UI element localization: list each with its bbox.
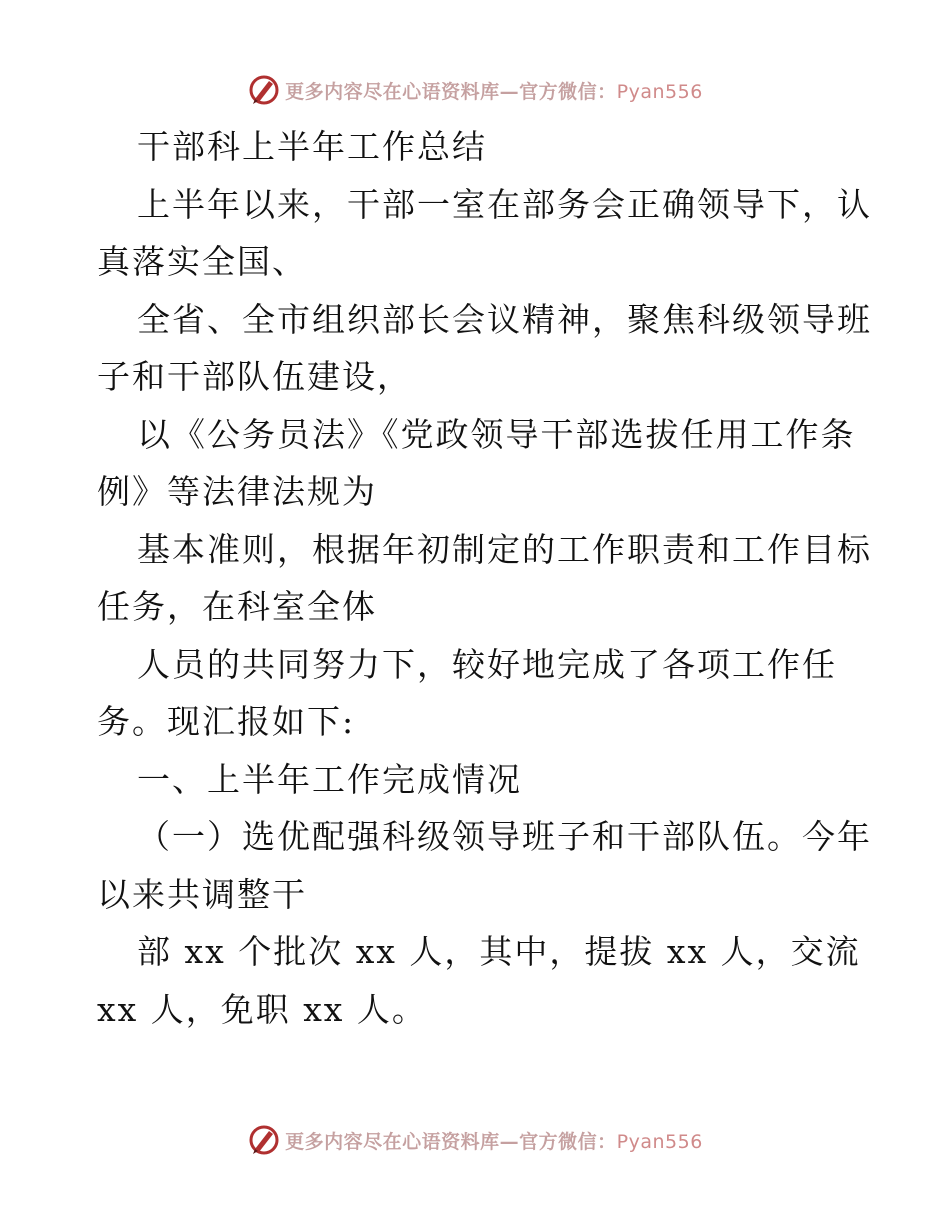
document-line: 例》等法律法规为	[97, 472, 377, 511]
watermark-contact: Pyan556	[616, 1130, 703, 1153]
document-line: 务。现汇报如下:	[97, 702, 356, 741]
document-line: 以《公务员法》《党政领导干部选拔任用工作条	[137, 414, 856, 454]
watermark-contact: Pyan556	[616, 80, 703, 103]
header-watermark	[0, 70, 950, 110]
pen-logo-icon	[247, 73, 281, 107]
document-line: 全省、全市组织部长会议精神，聚焦科级领导班	[137, 299, 872, 339]
footer-watermark	[0, 1120, 950, 1160]
document-line: 干部科上半年工作总结	[137, 127, 487, 166]
document-line: 上半年以来，干部一室在部务会正确领导下，认	[137, 184, 872, 224]
pen-logo-icon	[247, 1123, 281, 1157]
document-line: （一）选优配强科级领导班子和干部队伍。今年	[137, 817, 872, 856]
document-line: 任务，在科室全体	[97, 587, 377, 626]
document-line: xx 人，免职 xx 人。	[97, 989, 427, 1029]
document-line: 以来共调整干	[97, 874, 307, 914]
watermark-label: 更多内容尽在心语资料库—官方微信：	[285, 80, 617, 103]
document-line: 基本准则，根据年初制定的工作职责和工作目标	[137, 529, 872, 569]
document-line: 子和干部队伍建设，	[97, 357, 412, 396]
watermark-label: 更多内容尽在心语资料库—官方微信：	[285, 1130, 617, 1153]
document-line: 真落实全国、	[97, 242, 307, 281]
document-line: 人员的共同努力下，较好地完成了各项工作任	[137, 644, 837, 684]
watermark-text	[285, 1127, 703, 1154]
watermark-text	[285, 77, 703, 104]
document-line: 一、上半年工作完成情况	[137, 759, 522, 799]
document-line: 部 xx 个批次 xx 人，其中，提拔 xx 人，交流	[137, 932, 861, 971]
document-body	[97, 118, 872, 1038]
